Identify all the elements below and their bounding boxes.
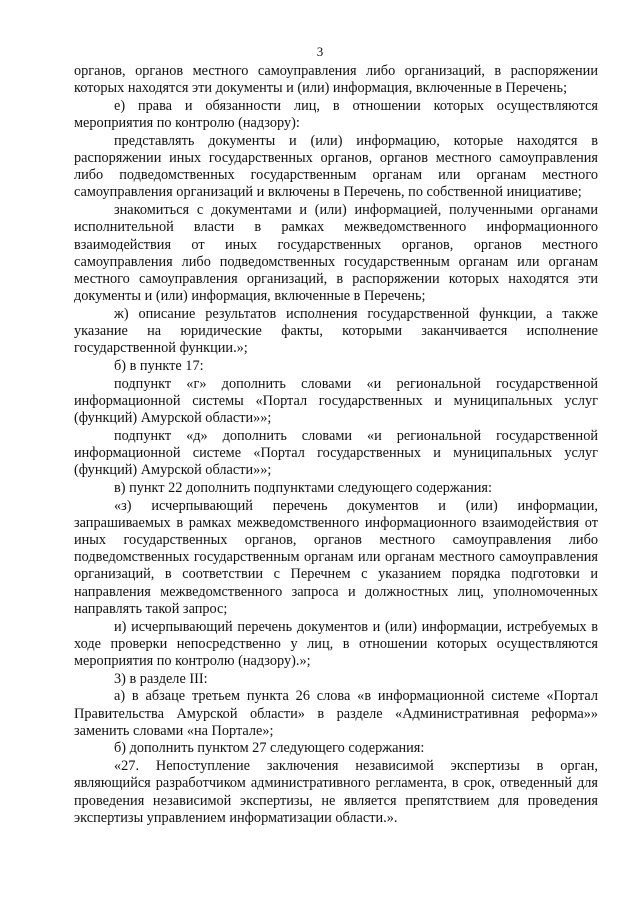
paragraph-item-27: «27. Непоступление заключения независимой экспертизы в орган, являющийся разработчиком административного регламента, в срок, отведенный для проведения независимой экспертизы, не является препятствием для проведения экспертизы управлением информатизации области.». bbox=[74, 758, 598, 826]
paragraph-item-b: б) в пункте 17: bbox=[114, 357, 204, 374]
paragraph-section-3: 3) в разделе III: bbox=[114, 670, 208, 687]
paragraph-item-z: «з) исчерпывающий перечень документов и (или) информации, запрашиваемых в рамках межведомственного информационного взаимодействия от иных государственных органов, органов местного самоуправления либо подведомственных государственным органам или органам местного самоуправления организаций, в соответствии с Перечнем с указанием порядка подготовки и направления межведомственного запроса и должностных лиц, уполномоченных направлять такой запрос; bbox=[74, 497, 598, 617]
paragraph-item-a: а) в абзаце третьем пункта 26 слова «в информационной системе «Портал Правительства Амурской области» в разделе «Административная реформа»» заменить словами «на Портале»; bbox=[74, 688, 598, 739]
paragraph: подпункт «г» дополнить словами «и региональной государственной информационной системы «Портал государственных и муниципальных услуг (функций) Амурской области»»; bbox=[74, 375, 598, 427]
paragraph: представлять документы и (или) информацию, которые находятся в распоряжении иных государственных органов, органов местного самоуправления либо подведомственных государственным органам или органам местного самоуправления организаций и включены в Перечень, по собственной инициативе; bbox=[74, 132, 598, 201]
paragraph-item-v: в) пункт 22 дополнить подпунктами следующего содержания: bbox=[114, 479, 492, 496]
paragraph-item-zh: ж) описание результатов исполнения государственной функции, а также указание на юридические факты, которыми заканчивается исполнение государственной функции.»; bbox=[74, 305, 598, 357]
paragraph-item-e: е) права и обязанности лиц, в отношении которых осуществляются мероприятия по контролю (надзору): bbox=[74, 97, 598, 132]
paragraph-item-b: б) дополнить пунктом 27 следующего содержания: bbox=[114, 740, 425, 757]
paragraph-continuation: органов, органов местного самоуправления либо организаций, в распоряжении которых находятся эти документы и (или) информация, включенные в Перечень; bbox=[74, 63, 598, 97]
paragraph: подпункт «д» дополнить словами «и региональной государственной информационной системе «Портал государственных и муниципальных услуг (функций) Амурской области»»; bbox=[74, 427, 598, 479]
page-number: 3 bbox=[316, 44, 324, 59]
paragraph: знакомиться с документами и (или) информацией, полученными органами исполнительной власти в рамках межведомственного информационного взаимодействия от иных государственных органов, органов местного самоуправления либо подведомственных государственным органам или органам местного самоуправления организаций, в распоряжении которых находятся эти документы и (или) информация, включенные в Перечень; bbox=[74, 202, 598, 305]
paragraph-item-i: и) исчерпывающий перечень документов и (или) информации, истребуемых в ходе проверки непосредственно у лиц, в отношении которых осуществляются мероприятия по контролю (надзору).»; bbox=[74, 618, 598, 669]
document-body bbox=[74, 63, 598, 827]
